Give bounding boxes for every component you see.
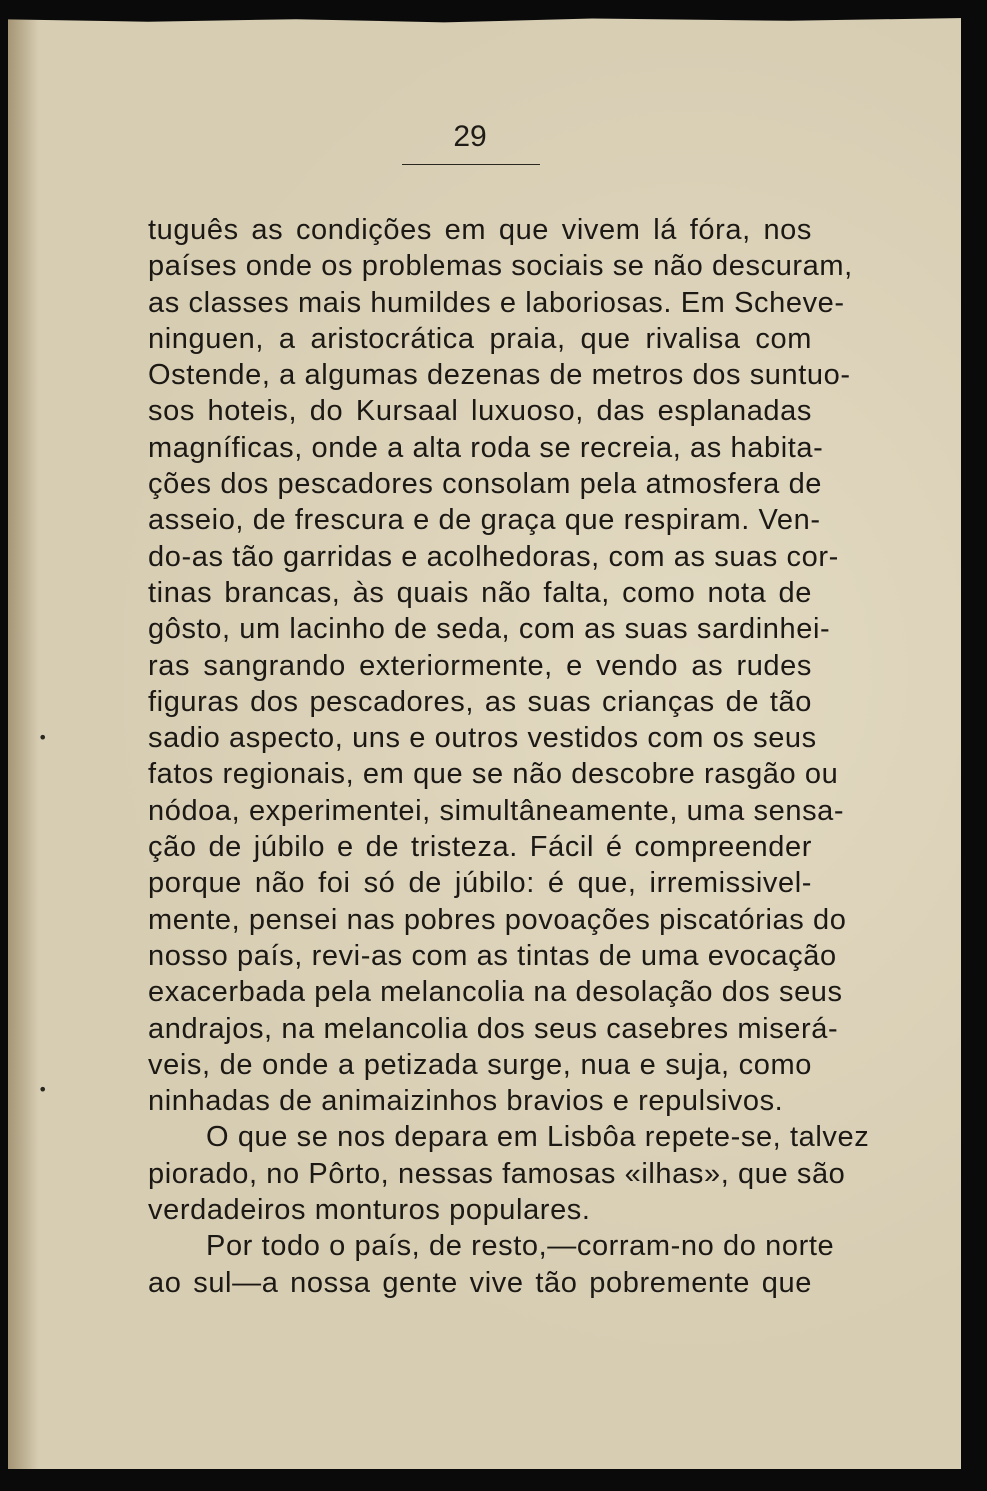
- scan-border-left: [0, 0, 8, 1491]
- text-line: nosso país, revi-as com as tintas de uma evocação: [148, 939, 837, 972]
- text-line: tuguês as condições em que vivem lá fóra, nos: [148, 214, 812, 246]
- paragraph: [148, 1119, 870, 1228]
- text-line: Por todo o país, de resto,—corram-no do norte: [206, 1230, 835, 1263]
- text-line: magníficas, onde a alta roda se recreia, as habita-: [148, 431, 824, 464]
- text-line: do-as tão garridas e acolhedoras, com as suas cor-: [148, 540, 839, 573]
- text-line: fatos regionais, em que se não descobre rasgão ou: [148, 758, 839, 791]
- text-line: ção de júbilo e de tristeza. Fácil é compreender: [148, 831, 812, 864]
- text-line: ninhadas de animaizinhos bravios e repulsivos.: [148, 1085, 784, 1118]
- scan-border-bottom: [0, 1469, 987, 1491]
- paragraph: [148, 1228, 835, 1301]
- paragraph: [148, 212, 853, 1119]
- text-line: veis, de onde a petizada surge, nua e suja, como: [148, 1048, 812, 1081]
- text-line: sos hoteis, do Kursaal luxuoso, das esplanadas: [148, 395, 812, 428]
- text-line: ninguen, a aristocrática praia, que rivalisa com: [148, 322, 812, 355]
- page-gutter-shadow: [8, 0, 38, 1491]
- page-number-rule: [402, 164, 540, 165]
- text-line: verdadeiros monturos populares.: [148, 1194, 591, 1227]
- scan-border-top: [0, 0, 987, 32]
- margin-mark-1: •: [38, 728, 48, 747]
- margin-mark-2: •: [38, 1080, 48, 1099]
- text-line: Ostende, a algumas dezenas de metros dos suntuo-: [148, 359, 851, 392]
- text-line: países onde os problemas sociais se não descuram,: [148, 250, 853, 283]
- text-line: figuras dos pescadores, as suas crianças de tão: [148, 685, 812, 718]
- text-line: O que se nos depara em Lisbôa repete-se, talvez: [206, 1121, 870, 1154]
- text-line: porque não foi só de júbilo: é que, irremissivel-: [148, 867, 812, 900]
- text-line: as classes mais humildes e laboriosas. Em Scheve-: [148, 286, 845, 319]
- text-line: ao sul—a nossa gente vive tão pobremente que: [148, 1266, 812, 1299]
- text-line: asseio, de frescura e de graça que respiram. Ven-: [148, 504, 821, 537]
- text-line: exacerbada pela melancolia na desolação dos seus: [148, 976, 843, 1009]
- text-line: ras sangrando exteriormente, e vendo as rudes: [148, 649, 812, 682]
- text-line: andrajos, na melancolia dos seus casebres miserá-: [148, 1012, 839, 1045]
- text-line: mente, pensei nas pobres povoações piscatórias do: [148, 903, 847, 936]
- page-number: 29: [453, 120, 487, 153]
- body-text: [148, 212, 870, 1301]
- text-line: gôsto, um lacinho de seda, com as suas sardinhei-: [148, 613, 831, 646]
- text-line: ções dos pescadores consolam pela atmosfera de: [148, 468, 823, 501]
- text-line: tinas brancas, às quais não falta, como nota de: [148, 576, 812, 609]
- text-line: sadio aspecto, uns e outros vestidos com os seus: [148, 722, 817, 755]
- text-line: piorado, no Pôrto, nessas famosas «ilhas», que são: [148, 1157, 846, 1190]
- text-line: nódoa, experimentei, simultâneamente, uma sensa-: [148, 794, 845, 827]
- scan-border-right: [961, 0, 987, 1491]
